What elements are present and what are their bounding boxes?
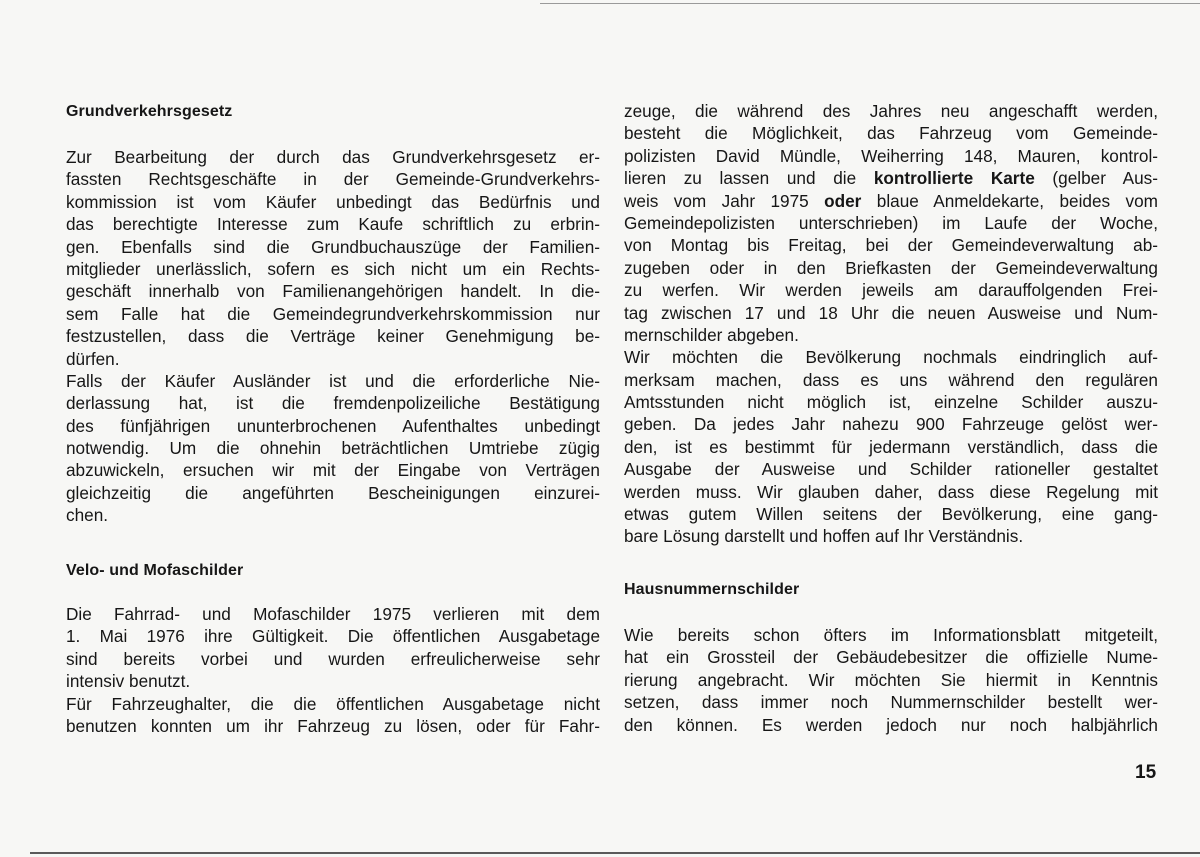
text-line: Falls der Käufer Ausländer ist und die erforderliche Nie-: [66, 370, 600, 391]
text-line: des fünfjährigen ununterbrochenen Aufenthaltes unbedingt: [66, 415, 600, 436]
text-line: polizisten David Mündle, Weiherring 148, Mauren, kontrol-: [624, 145, 1158, 166]
text-line: Gemeindepolizisten unterschrieben) im Laufe der Woche,: [624, 212, 1158, 233]
text-line: setzen, dass immer noch Nummernschilder bestellt wer-: [624, 692, 1158, 713]
text-line: werden muss. Wir glauben daher, dass diese Regelung mit: [624, 481, 1158, 502]
text-line: Wir möchten die Bevölkerung nochmals eindringlich auf-: [624, 347, 1158, 368]
text-line: den können. Es werden jedoch nur noch halbjährlich: [624, 714, 1158, 735]
text-line: bare Lösung darstellt und hoffen auf Ihr Verständnis.: [624, 526, 1024, 547]
heading-velo-mofaschilder: Velo- und Mofaschilder: [66, 562, 244, 579]
paragraph-hausnummernschilder: [624, 624, 1158, 736]
bottom-rule: [30, 852, 1200, 854]
text-line: abzuwickeln, ersuchen wir mit der Eingabe von Verträgen: [66, 460, 600, 481]
text-line: kommission ist vom Käufer unbedingt das Bedürfnis und: [66, 191, 600, 212]
paragraph-velo-continued: [624, 100, 1158, 548]
text-line: geschäft innerhalb von Familienangehörigen handelt. In die-: [66, 281, 600, 302]
text-line: gen. Ebenfalls sind die Grundbuchauszüge der Familien-: [66, 236, 600, 257]
text-line: benutzen konnten um ihr Fahrzeug zu lösen, oder für Fahr-: [66, 715, 600, 736]
text-line: sem Falle hat die Gemeindegrundverkehrskommission nur: [66, 303, 600, 324]
text-line: geben. Da jedes Jahr nahezu 900 Fahrzeuge gelöst wer-: [624, 414, 1158, 435]
paragraph-grundverkehrsgesetz: [66, 146, 600, 527]
text-line: fassten Rechtsgeschäfte in der Gemeinde-Grundverkehrs-: [66, 169, 600, 190]
text-line-with-bold: [624, 167, 1158, 189]
text-line: etwas gutem Willen seitens der Bevölkerung, eine gang-: [624, 504, 1158, 525]
text-line: besteht die Möglichkeit, das Fahrzeug vom Gemeinde-: [624, 123, 1158, 144]
text-line: rierung angebracht. Wir möchten Sie hiermit in Kenntnis: [624, 669, 1158, 690]
text-line: von Montag bis Freitag, bei der Gemeindeverwaltung ab-: [624, 235, 1158, 256]
text-line: zu werfen. Wir werden jeweils am darauffolgenden Frei-: [624, 280, 1158, 301]
page-number: 15: [1135, 762, 1157, 783]
text-line: chen.: [66, 505, 109, 526]
text-line: notwendig. Um die ohnehin beträchtlichen Umtriebe zügig: [66, 438, 600, 459]
heading-grundverkehrsgesetz: Grundverkehrsgesetz: [66, 103, 233, 120]
text-line: zugeben oder in den Briefkasten der Gemeindeverwaltung: [624, 257, 1158, 278]
text-line: intensiv benutzt.: [66, 671, 191, 692]
text-line: Die Fahrrad- und Mofaschilder 1975 verlieren mit dem: [66, 604, 600, 624]
text-line-with-bold: [624, 190, 1158, 212]
text-line: dürfen.: [66, 348, 120, 369]
text-line: tag zwischen 17 und 18 Uhr die neuen Ausweise und Num-: [624, 302, 1158, 323]
text-line: gleichzeitig die angeführten Bescheinigungen einzurei-: [66, 482, 600, 503]
text-line: Für Fahrzeughalter, die die öffentlichen Ausgabetage nicht: [66, 693, 600, 714]
text-line: Ausgabe der Ausweise und Schilder rationeller gestaltet: [624, 459, 1158, 480]
text-line: sind bereits vorbei und wurden erfreulicherweise sehr: [66, 648, 600, 669]
text-segment: lieren zu lassen und die: [624, 168, 874, 189]
text-line: Wie bereits schon öfters im Informationsblatt mitgeteilt,: [624, 625, 1158, 645]
text-line: Amtsstunden nicht möglich ist, einzelne Schilder auszu-: [624, 392, 1158, 413]
text-line: derlassung hat, ist die fremdenpolizeiliche Bestätigung: [66, 393, 600, 414]
text-segment: weis vom Jahr 1975: [624, 190, 825, 211]
paragraph-velo-mofaschilder: [66, 603, 600, 737]
text-segment: (gelber Aus-: [1034, 168, 1158, 189]
text-segment: blaue Anmeldekarte, beides vom: [861, 190, 1158, 211]
bold-kontrollierte-karte: kontrollierte Karte: [873, 168, 1035, 189]
bold-oder: oder: [824, 190, 862, 211]
text-line: mernschilder abgeben.: [624, 324, 799, 345]
text-line: den, ist es bestimmt für jedermann verständlich, dass die: [624, 436, 1158, 457]
text-line: hat ein Grossteil der Gebäudebesitzer die offizielle Nume-: [624, 647, 1158, 668]
text-line: mitglieder unerlässlich, sofern es sich nicht um ein Rechts-: [66, 258, 600, 279]
text-line: zeuge, die während des Jahres neu angeschafft werden,: [624, 101, 1158, 121]
text-line: das berechtigte Interesse zum Kaufe schriftlich zu erbrin-: [66, 214, 600, 235]
text-line: merksam machen, dass es uns während den regulären: [624, 369, 1158, 390]
text-line: Zur Bearbeitung der durch das Grundverkehrsgesetz er-: [66, 147, 600, 167]
text-line: 1. Mai 1976 ihre Gültigkeit. Die öffentlichen Ausgabetage: [66, 626, 600, 647]
heading-hausnummernschilder: Hausnummernschilder: [624, 581, 800, 598]
text-line: festzustellen, dass die Verträge keiner Genehmigung be-: [66, 326, 600, 347]
top-rule: [540, 3, 1200, 4]
